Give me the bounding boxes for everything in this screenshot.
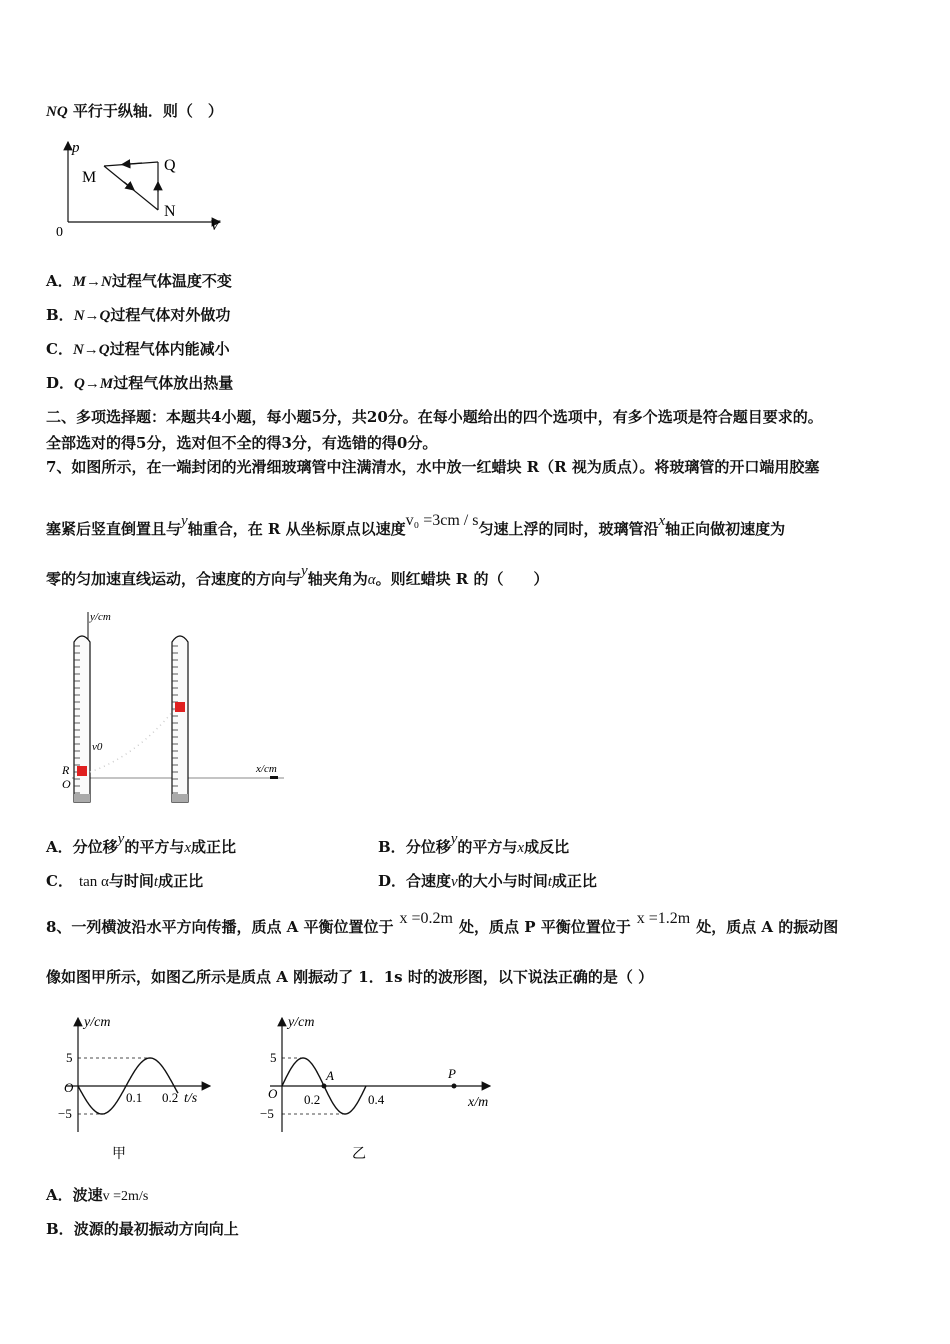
q6-stem-text: 平行于纵轴．则（ ） xyxy=(72,102,223,120)
q6-option-d: D．Q→M过程气体放出热量 xyxy=(46,374,234,392)
q8-yi-xlabel: x/m xyxy=(468,1095,489,1110)
q7-option-c: C． tan α与时间t成正比 xyxy=(46,872,204,890)
q8-yi-o: O xyxy=(268,1086,278,1101)
q8-yi-x2: 0.4 xyxy=(368,1092,385,1107)
q6-n-label: N xyxy=(164,203,176,220)
q7-tube-left xyxy=(74,636,90,802)
q6-pv-diagram xyxy=(52,138,232,238)
q6-m-label: M xyxy=(82,169,97,186)
q8-option-a: A．波速v =2m/s xyxy=(46,1186,149,1204)
q8-jia-t2: 0.2 xyxy=(162,1090,179,1105)
q6-option-b: B．N→Q过程气体对外做功 xyxy=(46,306,231,324)
section2-line2: 全部选对的得5分，选对但不全的得3分，有选错的得0分。 xyxy=(46,434,438,452)
q8-point-a xyxy=(322,1084,327,1089)
q7-line3: 零的匀加速直线运动，合速度的方向与y轴夹角为α。则红蜡块 R 的（ ） xyxy=(46,563,549,588)
q7-o-label: O xyxy=(62,777,71,791)
q8-yi-y5: 5 xyxy=(270,1050,277,1065)
q8-yi-a: A xyxy=(326,1068,334,1083)
q7-x-axis-end xyxy=(270,776,278,779)
section2-line1: 二、多项选择题：本题共4小题，每小题5分，共20分。在每小题给出的四个选项中，有多个选项是符合题目要求的。 xyxy=(46,408,823,426)
q6-o-label: 0 xyxy=(56,225,63,238)
q8-option-b: B．波源的最初振动方向向上 xyxy=(46,1220,239,1238)
q6-nq-var: NQ xyxy=(46,104,68,120)
q8-yi-x1: 0.2 xyxy=(304,1092,321,1107)
q7-y-axis-label: y/cm xyxy=(90,611,111,623)
q7-tube-right xyxy=(172,636,188,802)
q8-line1: 8、一列横波沿水平方向传播，质点 A 平衡位置位于 x =0.2m 处，质点 P 平衡位置位于 x =1.2m 处，质点 A 的振动图 xyxy=(46,910,839,936)
q7-wax-block-later xyxy=(175,702,185,712)
q7-line1: 7、如图所示，在一端封闭的光滑细玻璃管中注满清水，水中放一红蜡块 R（R 视为质点）。将玻璃管的开口端用胶塞 xyxy=(46,458,820,476)
q8-jia-ylabel: y/cm xyxy=(84,1015,111,1030)
q8-yi-caption: 乙 xyxy=(352,1147,366,1162)
q8-jia-xlabel: t/s xyxy=(184,1091,198,1106)
q8-wave-graph xyxy=(258,1012,498,1162)
q8-point-p xyxy=(452,1084,457,1089)
q6-mn-arrow xyxy=(124,182,134,190)
q7-x-axis-label: x/cm xyxy=(256,763,277,775)
q7-v0-label: v0 xyxy=(92,741,103,753)
q6-stem-tail xyxy=(46,100,223,123)
q6-qm-arrow xyxy=(122,163,142,165)
q6-q-label: Q xyxy=(164,157,176,174)
q8-vibration-graph xyxy=(56,1012,216,1162)
q8-yi-ylabel: y/cm xyxy=(288,1015,315,1030)
q6-v-label: V xyxy=(210,218,220,234)
q8-yi-yn5: −5 xyxy=(260,1106,274,1121)
q8-jia-t1: 0.1 xyxy=(126,1090,143,1105)
q7-option-b: B．分位移y的平方与x成反比 xyxy=(378,831,570,856)
q7-tube-figure xyxy=(56,606,296,806)
q7-trajectory xyxy=(90,710,174,772)
q7-line2: 塞紧后竖直倒置且与y轴重合，在 R 从坐标原点以速度v₀ =3cm / s匀速上浮的同时，玻璃管沿x轴正向做初速度为 xyxy=(46,512,786,538)
q8-yi-p: P xyxy=(448,1066,456,1081)
q7-option-d: D．合速度v的大小与时间t成正比 xyxy=(378,872,597,890)
q6-p-label: p xyxy=(72,140,80,156)
q8-jia-y5: 5 xyxy=(66,1050,73,1065)
q6-option-a: A．M→N过程气体温度不变 xyxy=(46,272,232,290)
q8-line2: 像如图甲所示，如图乙所示是质点 A 刚振动了 1．1s 时的波形图，以下说法正确的是（ ） xyxy=(46,968,654,986)
q8-jia-caption: 甲 xyxy=(112,1147,126,1162)
q8-jia-o: O xyxy=(64,1080,74,1095)
q8-jia-yn5: −5 xyxy=(58,1106,72,1121)
q7-option-a: A．分位移y的平方与x成正比 xyxy=(46,831,237,856)
q6-option-c: C．N→Q过程气体内能减小 xyxy=(46,340,230,358)
q7-wax-block-start xyxy=(77,766,87,776)
q7-r-label: R xyxy=(62,763,70,777)
